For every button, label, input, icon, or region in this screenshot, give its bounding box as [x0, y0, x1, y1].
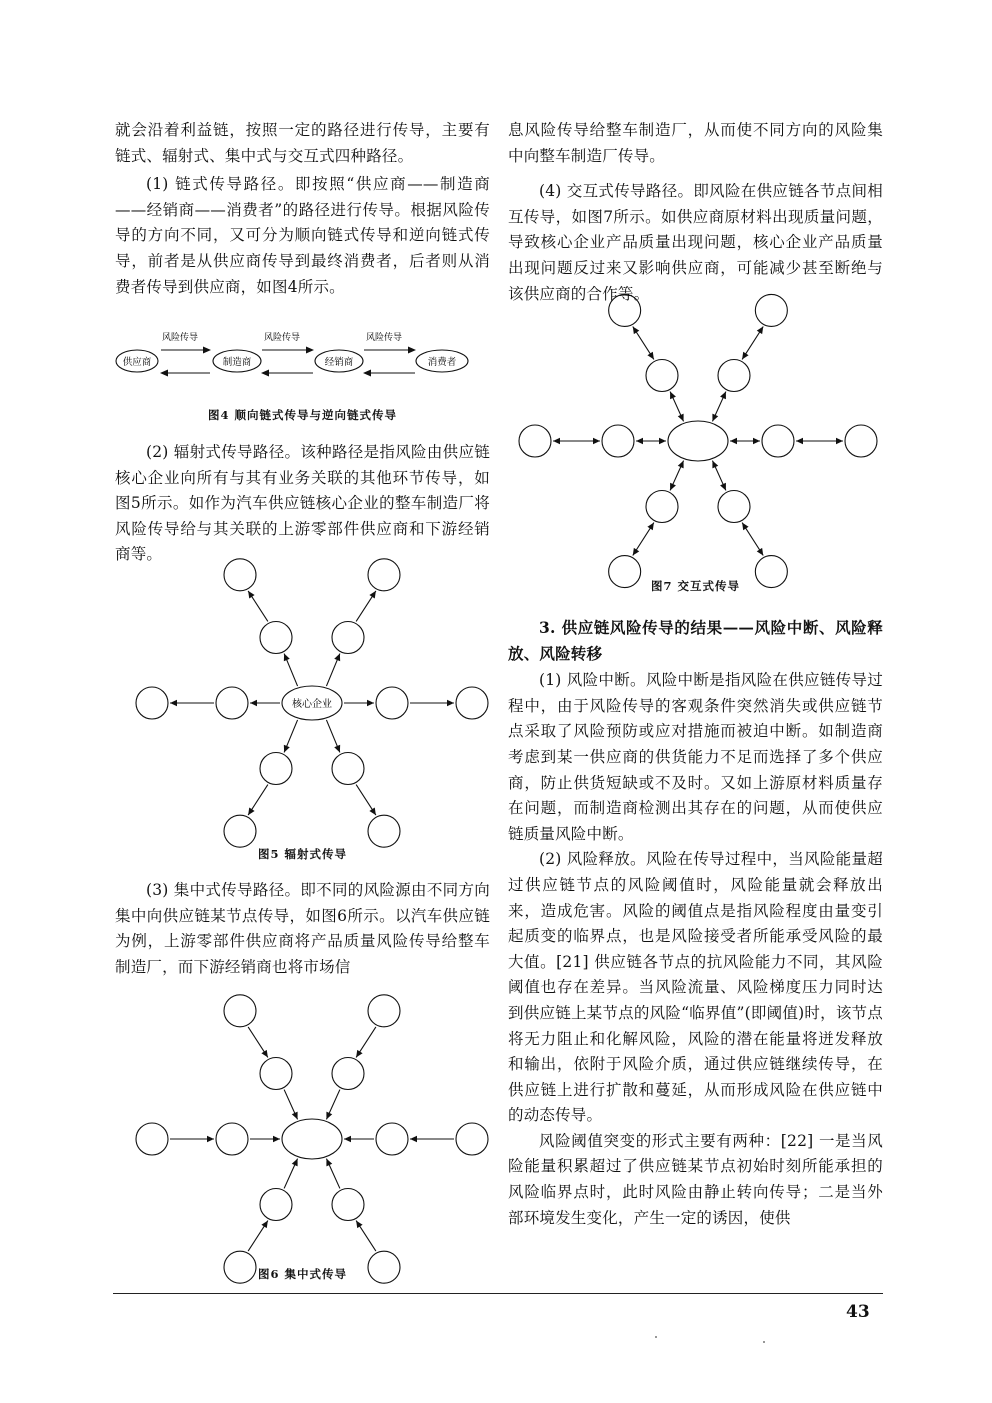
scan-speck	[763, 1341, 765, 1343]
section-heading-3: 3. 供应链风险传导的结果——风险中断、风险释放、风险转移	[508, 618, 883, 663]
fig6-arrowhead	[273, 1136, 280, 1142]
fig6-center-node	[282, 1119, 342, 1159]
radial-block	[115, 440, 490, 568]
fig4-arrow-label-1: 风险传导	[161, 333, 199, 343]
fig4-node-label-consumer: 消费者	[427, 357, 457, 368]
fig7-arrowhead	[796, 438, 803, 444]
figure-6-concentrated-diagram	[115, 1021, 490, 1246]
paragraph-radial-path: (2) 辐射式传导路径。该种路径是指风险由供应链核心企业向所有与其有业务关联的其他环节传导，如图5所示。如作为汽车供应链核心企业的整车制造厂将风险传导给与其关联的上游零部件供应商和下游经销商等。	[115, 443, 490, 564]
fig7-arrowhead	[553, 438, 560, 444]
scan-speck	[655, 1336, 657, 1338]
fig5-arrowhead	[447, 700, 454, 706]
paragraph-interactive-path: (4) 交互式传导路径。即风险在供应链各节点间相互传导，如图7所示。如供应商原材料出现质量问题，导致核心企业产品质量出现问题，核心企业产品质量出现问题反过来又影响供应商，可能减少甚至断绝与该供应商的合作等。	[508, 182, 883, 303]
paragraph-risk-release: (2) 风险释放。风险在传导过程中，当风险能量超过供应链节点的风险阈值时，风险能量就会释放出来，造成危害。风险的阈值点是指风险程度由量变引起质变的临界点，也是风险接受者所能承受风险的最大值。[21] 供应链各节点的抗风险能力不同，其风险阈值也存在差异。当风险流量、风险梯度压力同时达到供应链上某节点的风险“临界值”(即阈值)时，该节点将无力阻止和化解风险，风险的潜在能量将迸发释放和输出，依附于风险介质，通过供应链继续传导，在供应链上进行扩散和蔓延，从而形成风险在供应链中的动态传导。	[508, 850, 883, 1125]
figure-7-caption: 图7 交互式传导	[650, 579, 740, 593]
figure-4-caption: 图4 顺向链式传导与逆向链式传导	[207, 408, 397, 422]
figure-5-caption: 图5 辐射式传导	[257, 847, 347, 861]
figure-4-chain-diagram	[115, 330, 490, 380]
figure-7-interactive-diagram	[508, 323, 883, 568]
fig5-arrowhead	[248, 807, 254, 815]
fig7-outer-node	[845, 425, 877, 457]
fig6-arrowhead	[261, 1221, 267, 1229]
fig7-inner-node	[762, 425, 794, 457]
fig4-node-label-supplier: 供应商	[122, 357, 152, 368]
fig6-arrowhead	[356, 1050, 362, 1058]
fig5-arrowhead	[248, 591, 254, 599]
fig7-inner-node	[718, 491, 750, 523]
fig7-arrowhead	[636, 438, 643, 444]
fig7-arrowhead	[633, 327, 639, 335]
results-block	[508, 615, 883, 1231]
paragraph-continued: 息风险传导给整车制造厂，从而使不同方向的风险集中向整车制造厂传导。	[508, 121, 883, 165]
fig4-arrow-label-3: 风险传导	[365, 333, 403, 343]
right-top-block	[508, 118, 883, 307]
fig6-arrowhead	[344, 1136, 351, 1142]
fig7-arrowhead	[647, 352, 653, 360]
fig5-arrowhead	[369, 807, 375, 815]
fig7-center-node	[668, 421, 728, 461]
fig7-arrowhead	[647, 523, 653, 531]
fig7-inner-node	[718, 359, 750, 391]
fig7-arrowhead	[757, 548, 763, 556]
fig6-inner-node	[332, 1189, 364, 1221]
paragraph-threshold-forms: 风险阈值突变的形式主要有两种：[22] 一是当风险能量积累超过了供应链某节点初始时刻所能承担的风险临界点时，此时风险由静止转向传导；二是当外部环境发生变化，产生一定的诱因，使供	[508, 1131, 883, 1227]
paragraph-concentrated-path: (3) 集中式传导路径。即不同的风险源由不同方向集中向供应链某节点传导，如图6所示。以汽车供应链为例，上游零部件供应商将产品质量风险传导给整车制造厂，而下游经销商也将市场信	[115, 881, 490, 976]
fig7-arrowhead	[633, 548, 639, 556]
fig4-arrow-label-2: 风险传导	[263, 333, 301, 343]
fig6-outer-node	[368, 995, 400, 1027]
fig5-inner-node	[376, 687, 408, 719]
fig5-inner-node	[260, 621, 292, 653]
fig7-arrowhead	[730, 438, 737, 444]
fig7-arrowhead	[742, 523, 748, 531]
fig6-arrowhead	[207, 1136, 214, 1142]
fig6-inner-node	[376, 1123, 408, 1155]
paragraph-risk-interruption: (1) 风险中断。风险中断是指风险在供应链传导过程中，由于风险传导的客观条件突然消失或供应链节点采取了风险预防或应对措施而被迫中断。如制造商考虑到某一供应商的供货能力不足而选择了多个供应商，防止供货短缺或不及时。又如上游原材料质量存在问题，而制造商检测出其存在的问题，从而使供应链质量风险中断。	[508, 671, 883, 843]
fig7-arrowhead	[742, 352, 748, 360]
fig7-arrowhead	[753, 438, 760, 444]
paragraph-chain-path: (1) 链式传导路径。即按照“供应商——制造商——经销商——消费者”的路径进行传导。根据风险传导的方向不同，又可分为顺向链式传导和逆向链式传导，前者是从供应商传导到最终消费者，后者则从消费者传导到供应商，如图4所示。	[115, 175, 490, 296]
fig5-outer-node	[136, 687, 168, 719]
fig6-arrowhead	[410, 1136, 417, 1142]
fig6-outer-node	[224, 995, 256, 1027]
footer-rule	[113, 1293, 883, 1294]
concentrated-block	[115, 878, 490, 980]
fig5-arrowhead	[250, 700, 257, 706]
figure-6-caption: 图6 集中式传导	[257, 1267, 347, 1281]
fig6-inner-node	[260, 1189, 292, 1221]
fig6-arrowhead	[356, 1221, 362, 1229]
fig5-arrowhead	[367, 700, 374, 706]
fig5-outer-node	[368, 815, 400, 847]
fig5-inner-node	[332, 621, 364, 653]
fig5-inner-node	[216, 687, 248, 719]
fig7-inner-node	[646, 359, 678, 391]
fig4-node-label-manufacturer: 制造商	[222, 357, 252, 368]
fig5-outer-node	[224, 815, 256, 847]
fig5-outer-node	[456, 687, 488, 719]
fig7-inner-node	[602, 425, 634, 457]
fig5-inner-node	[332, 753, 364, 785]
fig7-inner-node	[646, 491, 678, 523]
fig6-inner-node	[260, 1057, 292, 1089]
fig5-arrowhead	[369, 591, 375, 599]
fig6-inner-node	[332, 1057, 364, 1089]
page-number: 43	[846, 1302, 870, 1322]
fig7-arrowhead	[836, 438, 843, 444]
fig4-node-label-distributor: 经销商	[324, 357, 354, 368]
fig7-arrowhead	[757, 327, 763, 335]
fig5-inner-node	[260, 753, 292, 785]
fig5-center-label: 核心企业	[292, 699, 332, 710]
fig6-inner-node	[216, 1123, 248, 1155]
fig7-outer-node	[519, 425, 551, 457]
fig6-outer-node	[456, 1123, 488, 1155]
fig7-arrowhead	[593, 438, 600, 444]
figure-5-radial-diagram	[115, 590, 490, 820]
fig7-arrowhead	[659, 438, 666, 444]
fig6-outer-node	[136, 1123, 168, 1155]
paragraph-intro: 就会沿着利益链，按照一定的路径进行传导，主要有链式、辐射式、集中式与交互式四种路径。	[115, 121, 490, 165]
fig5-arrowhead	[170, 700, 177, 706]
intro-block	[115, 118, 490, 300]
fig6-arrowhead	[261, 1050, 267, 1058]
